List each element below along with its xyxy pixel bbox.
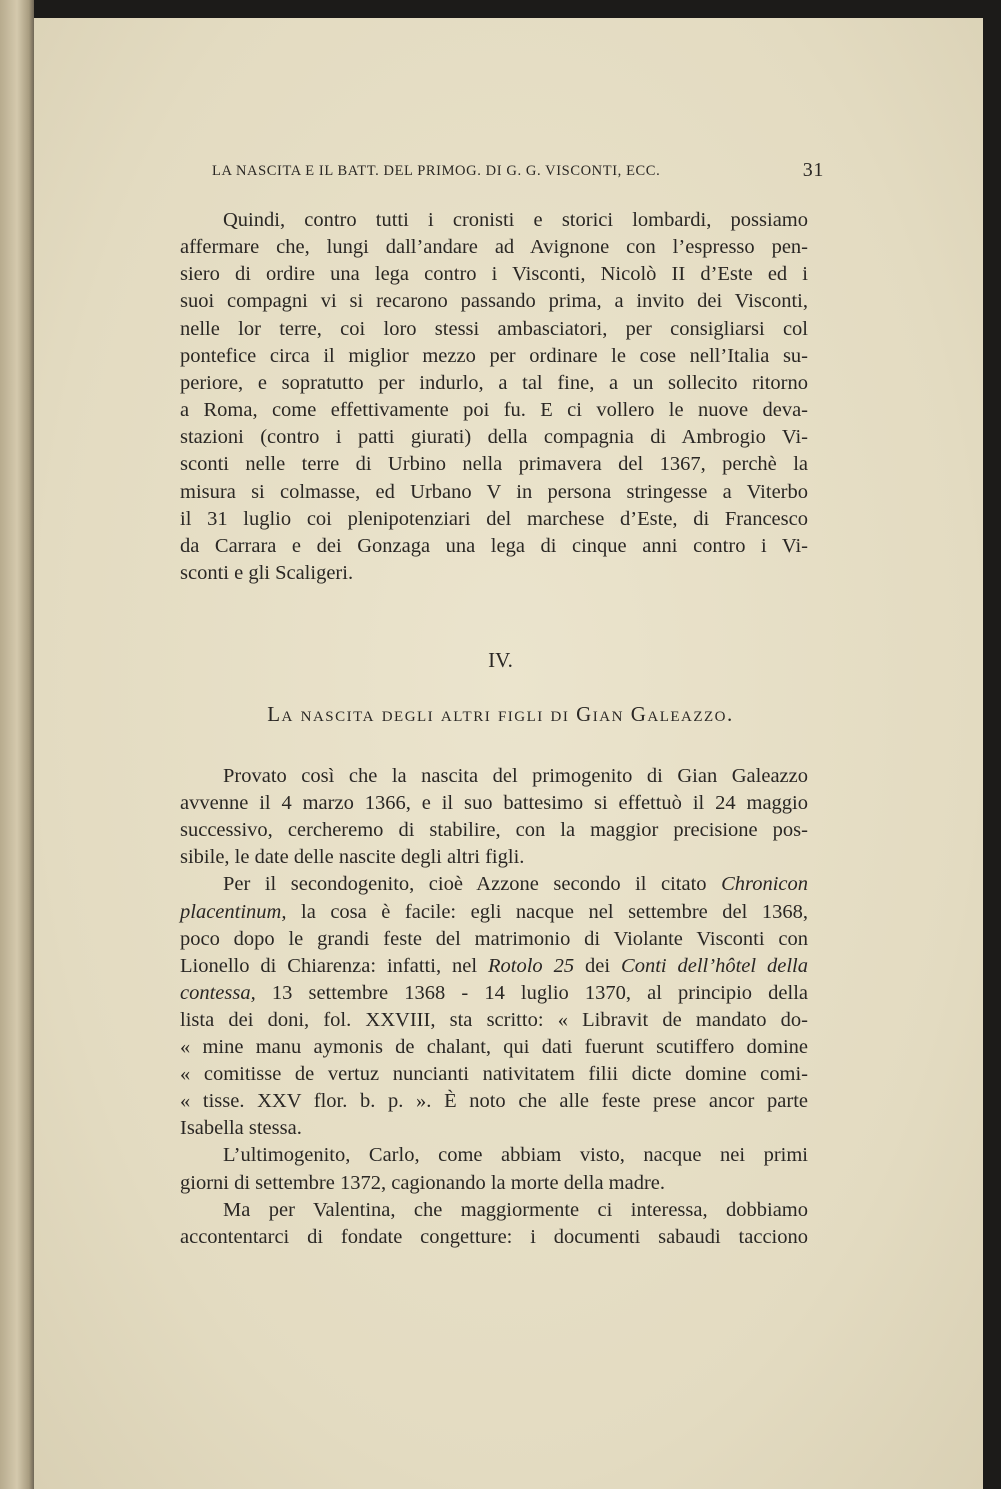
text-line (180, 506, 808, 532)
scan-border-top (34, 0, 983, 18)
text-line (180, 1170, 808, 1196)
text-line (180, 370, 808, 396)
text-run: nelle lor terre, coi loro stessi ambasciatori, per consigliarsi col (180, 317, 808, 340)
text-run: misura si colmasse, ed Urbano V in persona stringesse a Viterbo (180, 480, 808, 503)
text-line (180, 479, 808, 505)
text-line (180, 316, 808, 342)
text-line (180, 844, 808, 870)
page-number: 31 (802, 159, 824, 181)
section-number: IV. (488, 648, 513, 672)
text-run: poco dopo le grandi feste del matrimonio di Violante Visconti con (180, 927, 808, 950)
text-run: sibile, le date delle nascite degli altri figli. (180, 846, 525, 869)
text-line (180, 980, 808, 1006)
italic-text: contessa, (180, 981, 256, 1004)
text-line (180, 953, 808, 979)
text-run: giorni di settembre 1372, cagionando la morte della madre. (180, 1171, 666, 1194)
text-run: Quindi, contro tutti i cronisti e storici lombardi, possiamo (223, 209, 808, 231)
text-run: affermare che, lungi dall’andare ad Avignone con l’espresso pen- (180, 236, 808, 259)
text-run: « comitisse de vertuz nuncianti nativitatem filii dicte domine comi- (180, 1063, 808, 1086)
text-run: pontefice circa il miglior mezzo per ordinare le cose nell’Italia su- (180, 344, 808, 367)
scan-border-right (983, 0, 1001, 1489)
italic-text: Rotolo 25 (487, 954, 575, 977)
text-run: sconti e gli Scaligeri. (180, 561, 354, 584)
text-line (180, 261, 808, 287)
text-line (180, 899, 808, 925)
text-run: a Roma, come effettivamente poi fu. E ci vollero le nuove deva- (180, 399, 808, 422)
text-run: sconti nelle terre di Urbino nella primavera del 1367, perchè la (180, 453, 808, 476)
text-run: accontentarci di fondate congetture: i documenti sabaudi tacciono (180, 1225, 808, 1248)
text-run: « tisse. XXV flor. b. p. ». È noto che alle feste prese ancor parte (180, 1090, 808, 1113)
running-head-title: LA NASCITA E IL BATT. DEL PRIMOG. DI G. G. VISCONTI, ECC. (212, 163, 661, 179)
text-run: Ma per Valentina, che maggiormente ci interessa, dobbiamo (223, 1198, 808, 1221)
text-run: Isabella stessa. (180, 1117, 302, 1140)
text-run: periore, e sopratutto per indurlo, a tal fine, a un sollecito ritorno (180, 371, 808, 394)
text-line (180, 926, 808, 952)
text-run: avvenne il 4 marzo 1366, e il suo battesimo si effettuò il 24 maggio (180, 792, 808, 815)
text-line (180, 424, 808, 450)
text-run: siero di ordire una lega contro i Visconti, Nicolò II d’Este ed i (180, 263, 808, 286)
text-run: L’ultimogenito, Carlo, come abbiam visto, nacque nei primi (223, 1144, 808, 1167)
text-run: da Carrara e dei Gonzaga una lega di cinque anni contro i Vi- (180, 534, 808, 557)
text-run: la cosa è facile: egli nacque nel settembre del 1368, (286, 900, 808, 923)
text-line (180, 207, 808, 233)
text-line (180, 234, 808, 260)
text-line (180, 533, 808, 559)
italic-text: Chronicon (721, 873, 808, 896)
text-run: successivo, cercheremo di stabilire, con la maggior precisione pos- (180, 819, 808, 842)
section-title: La nascita degli altri figli di Gian Galeazzo. (267, 702, 734, 726)
text-run: dei (574, 954, 622, 977)
text-run: 13 settembre 1368 - 14 luglio 1370, al principio della (255, 981, 808, 1004)
text-line (180, 451, 808, 477)
text-line (180, 1197, 808, 1223)
text-line (180, 1224, 808, 1250)
text-line (180, 790, 808, 816)
text-line (180, 1007, 808, 1033)
text-line (180, 1142, 808, 1168)
running-head (212, 159, 824, 181)
text-run: lista dei doni, fol. XXVIII, sta scritto: « Libravit de mandato do- (180, 1008, 808, 1031)
text-run: Per il secondogenito, cioè Azzone secondo il citato (223, 873, 722, 896)
text-line (180, 343, 808, 369)
text-line (180, 1034, 808, 1060)
text-run: Lionello di Chiarenza: infatti, nel (180, 954, 488, 977)
italic-text: placentinum, (180, 900, 287, 923)
text-run: il 31 luglio coi plenipotenziari del marchese d’Este, di Francesco (180, 507, 808, 530)
text-line (180, 560, 808, 586)
text-line (180, 1061, 808, 1087)
text-line (180, 1115, 808, 1141)
text-line (180, 1088, 808, 1114)
text-run: « mine manu aymonis de chalant, qui dati fuerunt scutiffero domine (180, 1036, 808, 1058)
text-line (180, 817, 808, 843)
text-line (180, 763, 808, 789)
text-line (180, 288, 808, 314)
text-line (180, 397, 808, 423)
text-line (180, 871, 808, 897)
previous-page-edge (0, 0, 34, 1489)
italic-text: Conti dell’hôtel della (621, 954, 808, 977)
text-run: suoi compagni vi si recarono passando prima, a invito dei Visconti, (180, 290, 808, 313)
text-run: Provato così che la nascita del primogenito di Gian Galeazzo (223, 765, 808, 787)
text-run: stazioni (contro i patti giurati) della compagnia di Ambrogio Vi- (180, 426, 808, 449)
